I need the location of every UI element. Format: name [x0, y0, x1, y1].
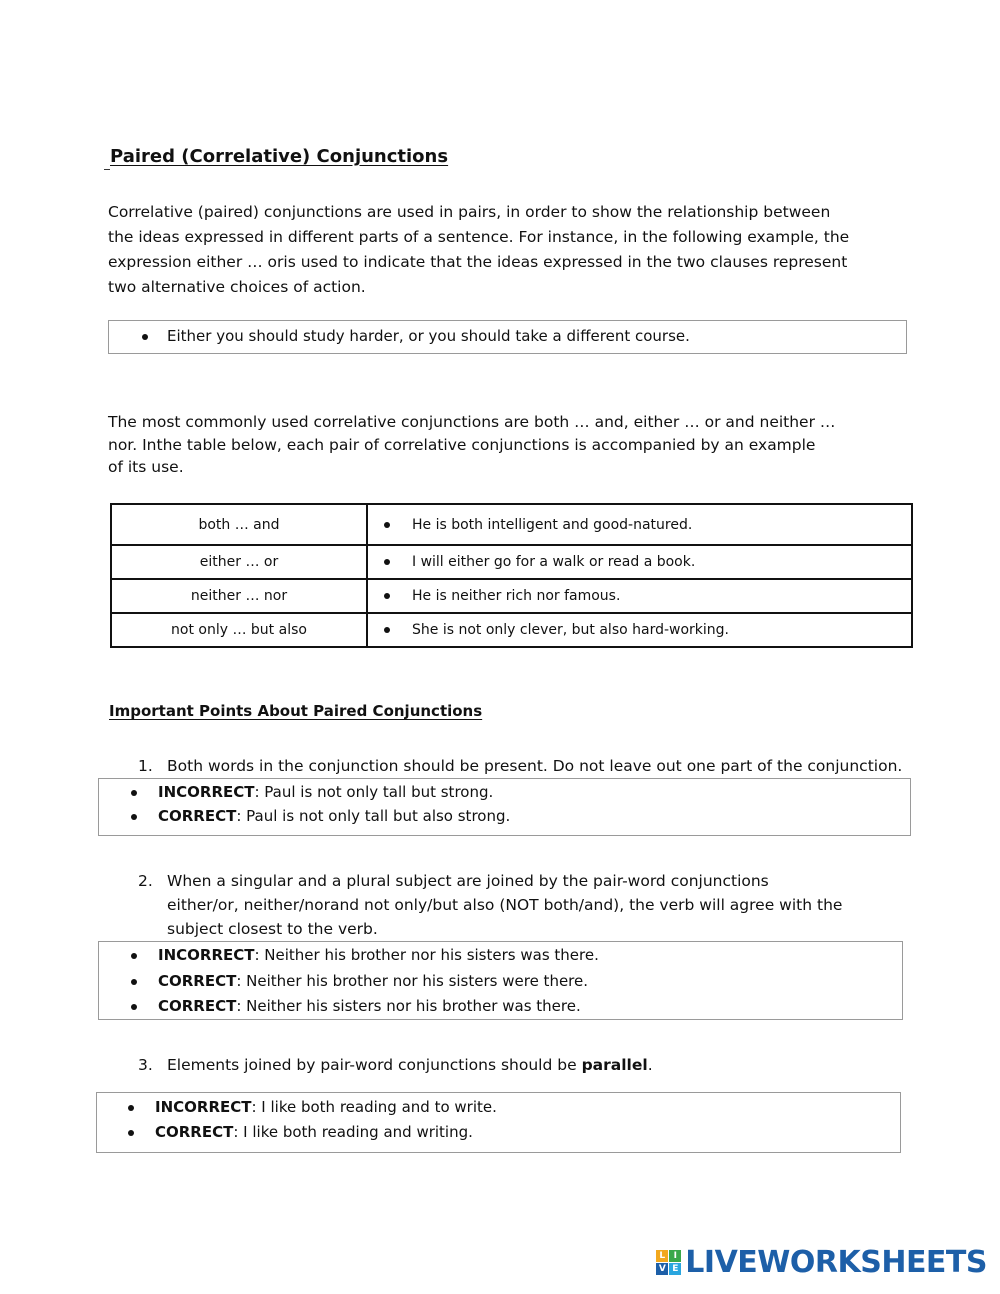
example-item	[158, 783, 493, 801]
example-label: CORRECT	[158, 807, 237, 825]
example-item	[155, 1098, 497, 1116]
logo-mark-letter: L	[656, 1250, 668, 1262]
bullet-icon	[384, 522, 390, 528]
title-underline-rule	[104, 169, 110, 170]
point-2	[138, 869, 918, 941]
example-item	[158, 946, 599, 964]
example-item	[155, 1123, 473, 1141]
pair-cell: neither … nor	[111, 579, 367, 613]
table-row	[111, 545, 912, 579]
bullet-icon	[384, 559, 390, 565]
point-text-emphasis: parallel	[581, 1056, 648, 1074]
correlative-table	[110, 503, 913, 648]
bullet-icon	[384, 593, 390, 599]
example-item	[158, 997, 581, 1015]
table-row	[111, 579, 912, 613]
example-label: CORRECT	[158, 997, 237, 1015]
bullet-icon	[131, 790, 137, 796]
example-text: I will either go for a walk or read a book.	[412, 554, 696, 570]
example-cell	[367, 504, 912, 545]
intro-line: Correlative (paired) conjunctions are used in pairs, in order to show the relationship between	[108, 203, 831, 221]
example-label: INCORRECT	[158, 946, 255, 964]
logo-mark-icon	[656, 1250, 681, 1275]
point-text-part: Elements joined by pair-word conjunctions should be	[167, 1056, 582, 1074]
example-text: : Neither his sisters nor his brother was there.	[236, 997, 581, 1015]
table-row	[111, 613, 912, 647]
common-line: The most commonly used correlative conjunctions are both … and, either … or and neither …	[108, 413, 836, 431]
pair-cell: either … or	[111, 545, 367, 579]
example-cell	[367, 613, 912, 647]
bullet-icon	[131, 1004, 137, 1010]
common-line: nor. Inthe table below, each pair of correlative conjunctions is accompanied by an example	[108, 435, 816, 454]
point-number: 2.	[138, 872, 153, 890]
example-text: She is not only clever, but also hard-working.	[412, 622, 730, 638]
point-1	[138, 754, 918, 778]
example-cell	[367, 579, 912, 613]
logo-mark-letter: I	[669, 1250, 681, 1262]
intro-paragraph	[108, 200, 849, 300]
table-row	[111, 504, 912, 545]
point-number: 3.	[138, 1056, 153, 1074]
example-text: : Neither his brother nor his sisters were there.	[236, 972, 589, 990]
point-number: 1.	[138, 757, 153, 775]
logo-mark-letter: E	[669, 1263, 681, 1275]
important-heading: Important Points About Paired Conjunctions	[109, 702, 483, 720]
point-text	[167, 1053, 653, 1077]
intro-line: two alternative choices of action.	[108, 278, 366, 296]
pair-cell: both … and	[111, 504, 367, 545]
point-2-examples	[98, 941, 903, 1020]
point-1-examples	[98, 778, 911, 836]
common-line: of its use.	[108, 458, 184, 476]
example-item	[158, 972, 588, 990]
point-text-part: .	[647, 1056, 653, 1074]
intro-line: expression either … oris used to indicate that the ideas expressed in the two clauses represent	[108, 253, 848, 271]
intro-line: the ideas expressed in different parts of a sentence. For instance, in the following example, the	[108, 228, 850, 246]
liveworksheets-logo[interactable]	[656, 1245, 987, 1280]
example-text: He is neither rich nor famous.	[412, 588, 621, 604]
example-text: : Paul is not only tall but also strong.	[236, 807, 511, 825]
intro-example-text: Either you should study harder, or you should take a different course.	[167, 327, 690, 345]
point-3-examples	[96, 1092, 901, 1153]
point-text: When a singular and a plural subject are joined by the pair-word conjunctions	[167, 872, 769, 890]
bullet-icon	[128, 1105, 134, 1111]
bullet-icon	[131, 953, 137, 959]
example-text: : Neither his brother nor his sisters was there.	[254, 946, 599, 964]
example-label: CORRECT	[155, 1123, 234, 1141]
example-text: : I like both reading and to write.	[251, 1098, 497, 1116]
point-text: Both words in the conjunction should be present. Do not leave out one part of the conjunction.	[167, 757, 903, 775]
example-label: INCORRECT	[158, 783, 255, 801]
bullet-icon	[128, 1130, 134, 1136]
example-text: : I like both reading and writing.	[233, 1123, 473, 1141]
logo-text: LIVEWORKSHEETS	[685, 1245, 987, 1280]
page-title: Paired (Correlative) Conjunctions	[110, 146, 449, 167]
bullet-icon	[142, 334, 148, 340]
bullet-icon	[131, 814, 137, 820]
pair-cell: not only … but also	[111, 613, 367, 647]
point-text: either/or, neither/norand not only/but also (NOT both/and), the verb will agree with the	[167, 896, 843, 914]
common-paragraph	[108, 411, 835, 479]
point-text: subject closest to the verb.	[167, 920, 378, 938]
example-item	[158, 807, 510, 825]
point-3	[138, 1053, 918, 1077]
intro-example-box	[108, 320, 907, 354]
bullet-icon	[131, 979, 137, 985]
example-cell	[367, 545, 912, 579]
example-label: CORRECT	[158, 972, 237, 990]
example-text: : Paul is not only tall but strong.	[254, 783, 494, 801]
bullet-icon	[384, 627, 390, 633]
logo-mark-letter: V	[656, 1263, 668, 1275]
example-text: He is both intelligent and good-natured.	[412, 516, 693, 533]
intro-example-item	[167, 327, 690, 345]
example-label: INCORRECT	[155, 1098, 252, 1116]
